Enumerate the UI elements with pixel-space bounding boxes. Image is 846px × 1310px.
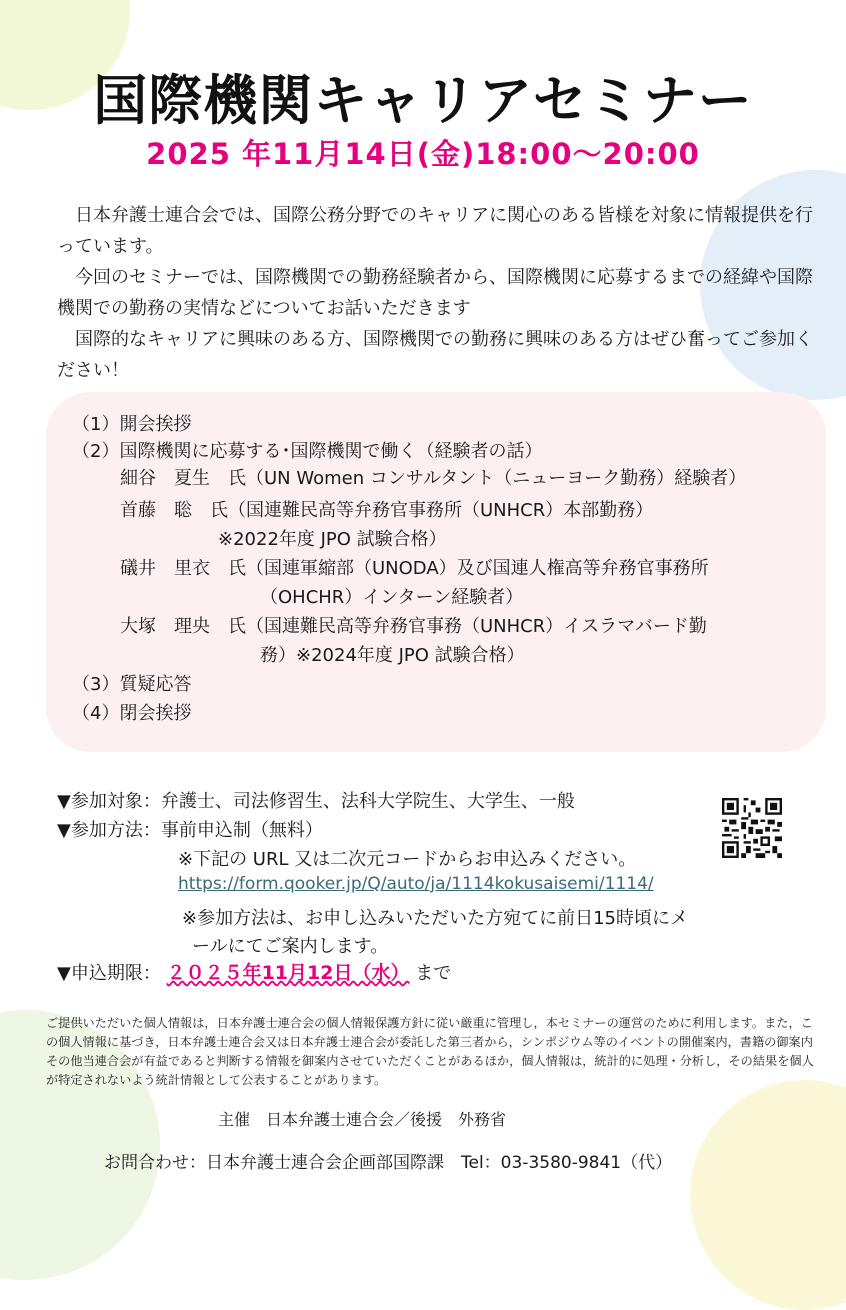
intro-paragraph-3: 国際的なキャリアに興味のある方、国際機関での勤務に興味のある方はぜひ奮ってご参加ください！	[57, 329, 813, 381]
registration-note: ※下記の URL 又は二次元コードからお申込みください。	[178, 849, 637, 870]
speaker-2-line-2: ※2022年度 JPO 試験合格）	[218, 529, 447, 550]
program-item-4: （4）閉会挨拶	[72, 703, 192, 724]
organizer-sponsor: 主催 日本弁護士連合会／後援 外務省	[218, 1110, 507, 1129]
program-item-2: （2）国際機関に応募する･国際機関で働く（経験者の話）	[72, 441, 543, 462]
deadline-suffix: まで	[415, 963, 452, 984]
speaker-3-line-2: （OHCHR）インターン経験者）	[260, 587, 524, 608]
decor-circle-bottom-right	[690, 1080, 846, 1310]
email-note-line-2: ールにてご案内します。	[192, 936, 389, 957]
registration-url-link[interactable]: https://form.qooker.jp/Q/auto/ja/1114kokusaisemi/1114/	[178, 874, 654, 894]
email-note-line-1: ※参加方法は、お申し込みいただいた方宛てに前日15時頃にメ	[182, 908, 688, 929]
program-item-3: （3）質疑応答	[72, 674, 192, 695]
program-item-1: （1）開会挨拶	[72, 414, 192, 435]
intro-paragraph-1: 日本弁護士連合会では、国際公務分野でのキャリアに関心のある皆様を対象に情報提供を行っています。	[57, 205, 813, 257]
speaker-2-line-1: 首藤 聡 氏（国連難民高等弁務官事務所（UNHCR）本部勤務）	[120, 500, 654, 521]
qr-code-icon[interactable]	[722, 798, 782, 858]
speaker-3-line-1: 礒井 里衣 氏（国連軍縮部（UNODA）及び国連人権高等弁務官事務所	[120, 558, 709, 579]
event-datetime: 2025 年11月14日(金)18:00～20:00	[146, 137, 700, 171]
privacy-notice: ご提供いただいた個人情報は，日本弁護士連合会の個人情報保護方針に従い厳重に管理し，本セミナーの運営のために利用します。また，この個人情報に基づき，日本弁護士連合会又は日本弁護士連合会が委託した第三者から，シンポジウム等のイベントの開催案内，書籍の御案内その他当連合会が有益であると判断する情報を御案内させていただくことがあるほか，個人情報は，統計的に処理・分析し，その結果を個人が特定されないよう統計情報として公表することがあります。	[46, 1016, 814, 1087]
speaker-4-line-1: 大塚 理央 氏（国連難民高等弁務官事務（UNHCR）イスラマバード勤	[120, 616, 707, 637]
deadline-date: ２０２５年11月12日（水）	[166, 962, 410, 984]
participation-method: ▼参加方法：事前申込制（無料）	[57, 820, 323, 841]
speaker-4-line-2: 務）※2024年度 JPO 試験合格）	[260, 645, 525, 666]
page-title: 国際機関キャリアセミナー	[93, 69, 753, 132]
program-box	[46, 392, 826, 752]
deadline-label: ▼申込期限：	[57, 963, 161, 984]
speaker-1: 細谷 夏生 氏（UN Women コンサルタント（ニューヨーク勤務）経験者）	[120, 468, 747, 489]
intro-text	[57, 200, 827, 386]
contact-info: お問合わせ：日本弁護士連合会企画部国際課 Tel：03-3580-9841（代）	[104, 1153, 673, 1173]
intro-paragraph-2: 今回のセミナーでは、国際機関での勤務経験者から、国際機関に応募するまでの経緯や国際機関での勤務の実情などについてお話いただきます	[57, 267, 813, 319]
target-audience: ▼参加対象：弁護士、司法修習生、法科大学院生、大学生、一般	[57, 791, 575, 812]
deadline-row	[57, 958, 451, 985]
